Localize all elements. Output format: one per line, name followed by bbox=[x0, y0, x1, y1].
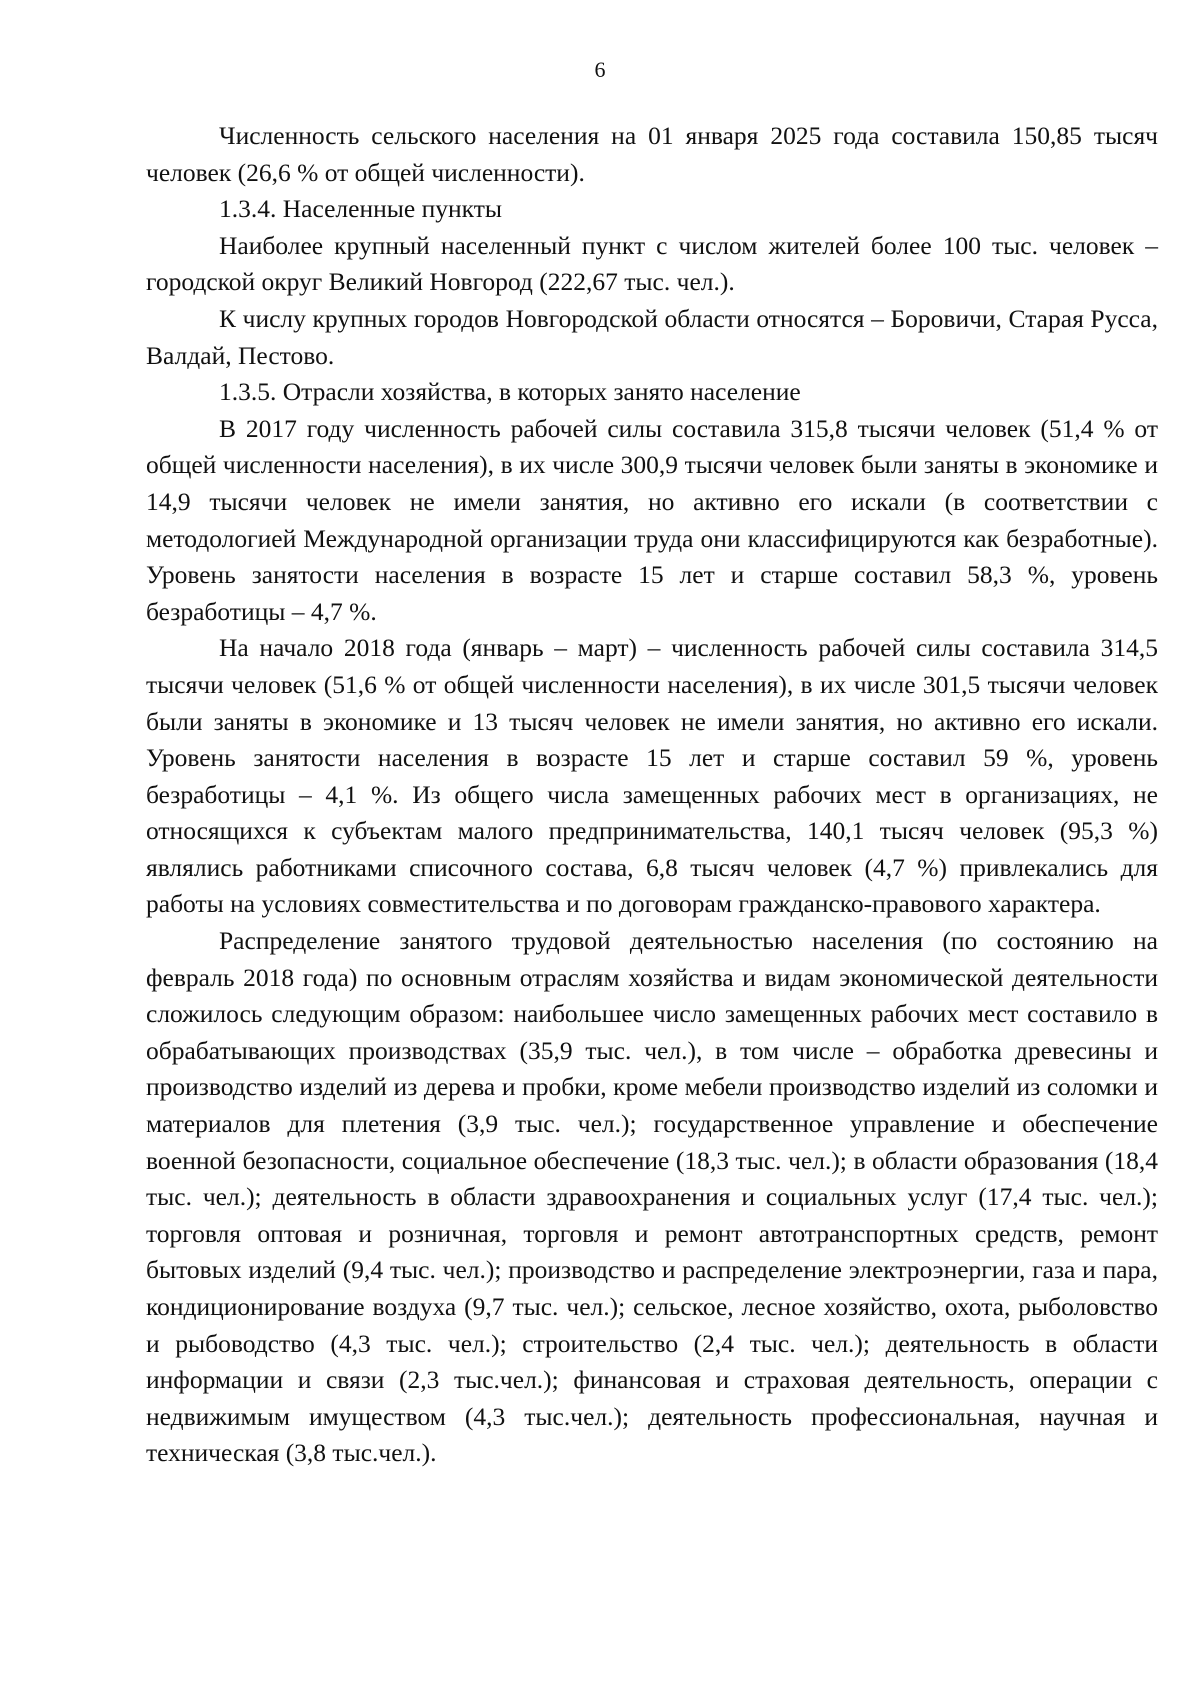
paragraph-workforce-2018: На начало 2018 года (январь – март) – численность рабочей силы составила 314,5 тысячи человек (51,6 % от общей численности населения), в их числе 301,5 тысячи человек были заняты в экономике и 13 тысяч человек не имели занятия, но активно его искали. Уровень занятости населения в возрасте 15 лет и старше составил 59 %, уровень безработицы – 4,1 %. Из общего числа замещенных рабочих мест в организациях, не относящихся к субъектам малого предпринимательства, 140,1 тысяч человек (95,3 %) являлись работниками списочного состава, 6,8 тысяч человек (4,7 %) привлекались для работы на условиях совместительства и по договорам гражданско-правового характера. bbox=[146, 633, 1158, 919]
paragraph-largest-settlement: Наиболее крупный населенный пункт с числом жителей более 100 тыс. человек – городской округ Великий Новгород (222,67 тыс. чел.). bbox=[146, 230, 1158, 297]
page-number: 6 bbox=[594, 57, 606, 82]
section-heading-economy-sectors: 1.3.5. Отрасли хозяйства, в которых занято население bbox=[219, 377, 801, 407]
paragraph-workforce-2017: В 2017 году численность рабочей силы составила 315,8 тысячи человек (51,4 % от общей численности населения), в их числе 300,9 тысячи человек были заняты в экономике и 14,9 тысячи человек не имели занятия, но активно его искали (в соответствии с методологией Международной организации труда они классифицируются как безработные). Уровень занятости населения в возрасте 15 лет и старше составил 58,3 %, уровень безработицы – 4,7 %. bbox=[146, 413, 1158, 626]
section-heading-settlements: 1.3.4. Населенные пункты bbox=[219, 194, 502, 224]
paragraph-rural-population: Численность сельского населения на 01 января 2025 года составила 150,85 тысяч человек (26,6 % от общей численности). bbox=[146, 121, 1158, 187]
paragraph-major-cities: К числу крупных городов Новгородской области относятся – Боровичи, Старая Русса, Валдай, Пестово. bbox=[146, 303, 1158, 370]
paragraph-employment-distribution: Распределение занятого трудовой деятельностью населения (по состоянию на февраль 2018 года) по основным отраслям хозяйства и видам экономической деятельности сложилось следующим образом: наибольшее число замещенных рабочих мест составило в обрабатывающих производствах (35,9 тыс. чел.), в том числе – обработка древесины и производство изделий из дерева и пробки, кроме мебели производство изделий из соломки и материалов для плетения (3,9 тыс. чел.); государственное управление и обеспечение военной безопасности, социальное обеспечение (18,3 тыс. чел.); в области образования (18,4 тыс. чел.); деятельность в области здравоохранения и социальных услуг (17,4 тыс. чел.); торговля оптовая и розничная, торговля и ремонт автотранспортных средств, ремонт бытовых изделий (9,4 тыс. чел.); производство и распределение электроэнергии, газа и пара, кондиционирование воздуха (9,7 тыс. чел.); сельское, лесное хозяйство, охота, рыболовство и рыбоводство (4,3 тыс. чел.); строительство (2,4 тыс. чел.); деятельность в области информации и связи (2,3 тыс.чел.); финансовая и страховая деятельность, операции с недвижимым имуществом (4,3 тыс.чел.); деятельность профессиональная, научная и техническая (3,8 тыс.чел.). bbox=[146, 926, 1158, 1468]
document-body bbox=[146, 118, 1158, 1472]
